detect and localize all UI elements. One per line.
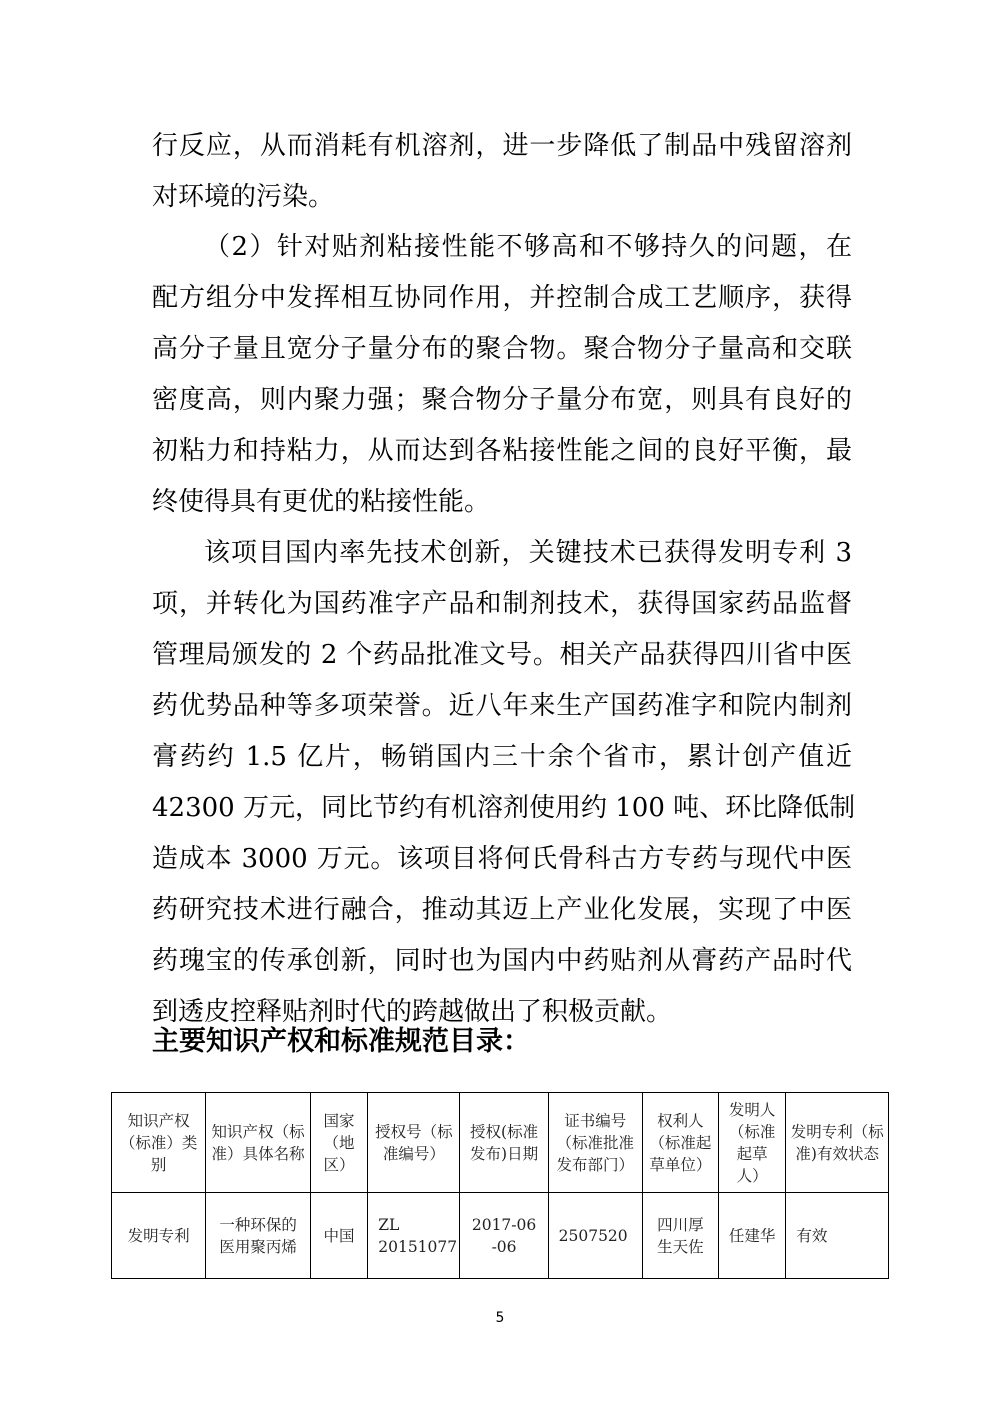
cell-text-line: 中国 bbox=[323, 1226, 355, 1245]
cell-text-line: 有效 bbox=[796, 1226, 828, 1245]
section-heading: 主要知识产权和标准规范目录： bbox=[152, 1026, 530, 1057]
paragraph-line: 管理局颁发的 2 个药品批准文号。相关产品获得四川省中医 bbox=[152, 640, 852, 670]
cell-text-line: ZL bbox=[378, 1215, 400, 1234]
table-cell bbox=[460, 1193, 548, 1279]
cell-text-line: 2507520 bbox=[558, 1226, 628, 1245]
table-header-cell bbox=[368, 1093, 460, 1193]
cell-text-line: 门） bbox=[603, 1155, 635, 1174]
cell-text-line: （标准批 bbox=[556, 1133, 619, 1152]
paragraph-line: 配方组分中发挥相互协同作用，并控制合成工艺顺序，获得 bbox=[152, 283, 852, 313]
cell-text-line: 知识产权 bbox=[211, 1122, 274, 1141]
cell-text-line: （标准 bbox=[649, 1133, 696, 1152]
cell-text-line: 发明专利 bbox=[127, 1226, 190, 1245]
paragraph-line: 项，并转化为国药准字产品和制剂技术，获得国家药品监督 bbox=[152, 589, 852, 619]
cell-text-line: 效状态 bbox=[832, 1144, 879, 1163]
paragraph-line: 行反应，从而消耗有机溶剂，进一步降低了制品中残留溶剂 bbox=[152, 131, 852, 161]
cell-text-line: 发明人 bbox=[728, 1100, 776, 1119]
table-cell bbox=[718, 1193, 786, 1279]
cell-text-line: 授权号 bbox=[375, 1122, 422, 1141]
cell-text-line: 类别 bbox=[150, 1133, 198, 1174]
paragraph-line: 造成本 3000 万元。该项目将何氏骨科古方专药与现代中医 bbox=[152, 844, 852, 874]
table-cell bbox=[786, 1193, 889, 1279]
table-cell bbox=[642, 1193, 718, 1279]
cell-text-line: 授权(标 bbox=[470, 1122, 523, 1141]
ip-standards-table bbox=[111, 1092, 889, 1279]
cell-text-line: 区） bbox=[323, 1155, 355, 1174]
cell-text-line: -06 bbox=[491, 1237, 517, 1256]
table-cell bbox=[206, 1193, 311, 1279]
cell-text-line: 国家 bbox=[323, 1111, 355, 1130]
cell-text-line: 生天佐 bbox=[657, 1237, 704, 1256]
cell-text-line: 一种环保的 bbox=[219, 1215, 297, 1234]
paragraph-line: 初粘力和持粘力，从而达到各粘接性能之间的良好平衡，最 bbox=[152, 436, 852, 466]
paragraph-line: 到透皮控释贴剂时代的跨越做出了积极贡献。 bbox=[152, 997, 673, 1027]
paragraph-line: 药研究技术进行融合，推动其迈上产业化发展，实现了中医 bbox=[152, 895, 852, 925]
table-header-cell bbox=[786, 1093, 889, 1193]
cell-text-line: （标准） bbox=[119, 1133, 182, 1152]
cell-text-line: 准发布部 bbox=[556, 1133, 635, 1174]
paragraph-line: 密度高，则内聚力强；聚合物分子量分布宽，则具有良好的 bbox=[152, 385, 852, 415]
cell-text-line: 准发布) bbox=[470, 1122, 539, 1163]
table-cell bbox=[368, 1193, 460, 1279]
cell-text-line: 权利人 bbox=[657, 1111, 704, 1130]
cell-text-line: 医用聚丙烯 bbox=[219, 1237, 297, 1256]
paragraph-line: 药优势品种等多项荣誉。近八年来生产国药准字和院内制剂 bbox=[152, 691, 852, 721]
table-header-cell bbox=[548, 1093, 642, 1193]
table-cell bbox=[548, 1193, 642, 1279]
cell-text-line: 2017-06 bbox=[471, 1215, 537, 1234]
paragraph-line: 对环境的污染。 bbox=[152, 182, 335, 212]
table-header-cell bbox=[112, 1093, 206, 1193]
table-header-row bbox=[112, 1093, 889, 1193]
cell-text-line: 日期 bbox=[507, 1144, 539, 1163]
cell-text-line: 具体名称 bbox=[242, 1144, 305, 1163]
paragraph-line: 42300 万元，同比节约有机溶剂使用约 100 吨、环比降低制 bbox=[152, 793, 856, 823]
cell-text-line: 四川厚 bbox=[657, 1215, 704, 1234]
cell-text-line: 任建华 bbox=[728, 1226, 776, 1245]
cell-text-line: 人） bbox=[736, 1166, 768, 1185]
cell-text-line: 20151077 bbox=[378, 1237, 458, 1256]
paragraph-line: 膏药约 1.5 亿片，畅销国内三十余个省市，累计创产值近 bbox=[152, 742, 852, 772]
cell-text-line: （标准)有 bbox=[795, 1122, 884, 1163]
paragraph-line: 药瑰宝的传承创新，同时也为国内中药贴剂从膏药产品时代 bbox=[152, 946, 852, 976]
page-number: 5 bbox=[495, 1310, 505, 1326]
cell-text-line: 起草 bbox=[736, 1144, 768, 1163]
cell-text-line: （标准） bbox=[211, 1122, 305, 1163]
table-header-cell bbox=[642, 1093, 718, 1193]
table-header-cell bbox=[460, 1093, 548, 1193]
cell-text-line: 发明专利 bbox=[790, 1122, 853, 1141]
table-row bbox=[112, 1193, 889, 1279]
table-body bbox=[112, 1193, 889, 1279]
cell-text-line: （标准 bbox=[728, 1122, 776, 1141]
table-cell bbox=[310, 1193, 367, 1279]
paragraph-line: 高分子量且宽分子量分布的聚合物。聚合物分子量高和交联 bbox=[152, 334, 852, 364]
paragraph-line: 该项目国内率先技术创新，关键技术已获得发明专利 3 bbox=[204, 538, 852, 568]
cell-text-line: 起草单 bbox=[649, 1133, 712, 1174]
cell-text-line: 位） bbox=[680, 1155, 712, 1174]
cell-text-line: （地 bbox=[323, 1133, 355, 1152]
paragraph-line: 终使得具有更优的粘接性能。 bbox=[152, 487, 491, 517]
table-header-cell bbox=[718, 1093, 786, 1193]
table-header-cell bbox=[206, 1093, 311, 1193]
cell-text-line: 知识产权 bbox=[127, 1111, 190, 1130]
cell-text-line: 号） bbox=[413, 1144, 445, 1163]
cell-text-line: 证书编号 bbox=[564, 1111, 627, 1130]
paragraph-line: （2）针对贴剂粘接性能不够高和不够持久的问题，在 bbox=[204, 232, 852, 262]
cell-text-line: （标准编 bbox=[382, 1122, 453, 1163]
table-cell bbox=[112, 1193, 206, 1279]
table-header-cell bbox=[310, 1093, 367, 1193]
